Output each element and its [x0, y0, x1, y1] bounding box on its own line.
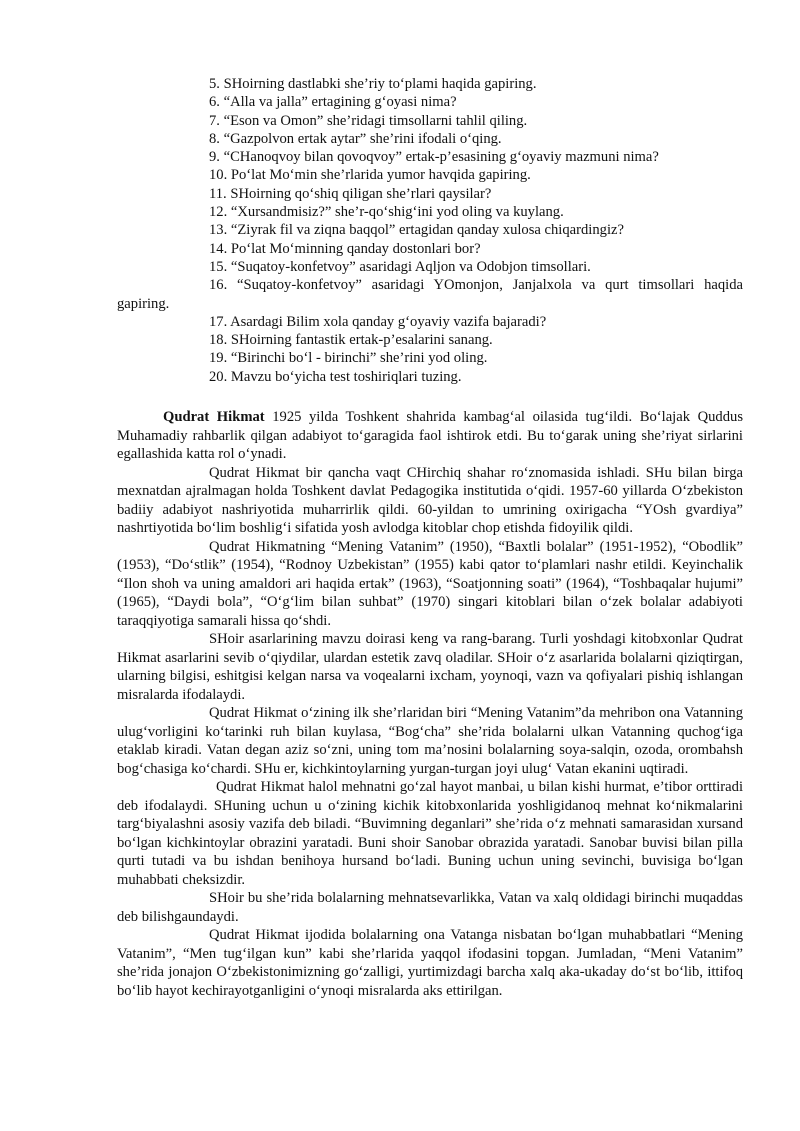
question-item: 14. Po‘lat Mo‘minning qanday dostonlari bor? — [209, 240, 481, 257]
question-item: 9. “CHanoqvoy bilan qovoqvoy” ertak-p’esasining g‘oyaviy mazmuni nima? — [209, 149, 659, 166]
paragraph-text: 1925 yilda Toshkent shahrida kambag‘al oilasida tug‘ildi. Bo‘lajak Quddus Muhamadiy rahbarlik qilgan adabiyot to‘garagida faol ishtirok etdi. Bu to‘garak uning she’riyat sirlarini egallashida katta rol o‘ynadi. — [117, 409, 743, 462]
paragraph: Qudrat Hikmat halol mehnatni go‘zal hayot manbai, u bilan kishi hurmat, e’tibor orttiradi deb ifodalaydi. SHuning uchun u o‘zining kichik kitobxonlarida yoshligidanoq mehnat ko‘nikmalarini targ‘biyalashni asosiy vazifa deb biladi. “Buvimning deganlari” she’rida o‘z mehnati samarasidan xursand bo‘lgan kichkintoylar obrazini yaratadi. Buni shoir Sanobar obrazida yaratadi. Sanobar buvisi bilan pilla qurti tutadi va bu ishdan benihoya hursand bo‘ladi. Buning uchun uning sevinchi, buvisiga bo‘lgan muhabbati cheksizdir. — [117, 779, 743, 888]
question-item: 10. Po‘lat Mo‘min she’rlarida yumor havqida gapiring. — [209, 167, 531, 184]
paragraph: SHoir asarlarining mavzu doirasi keng va rang-barang. Turli yoshdagi kitobxonlar Qudrat Hikmat asarlarini sevib o‘qiydilar, ulardan estetik zavq oladilar. SHoir o‘z asarlarida bolalarni qiziqtirgan, ularning bilgisi, eshitgisi kelgan narsa va voqealarni ixcham, yoynoqi, vazn va qofiyalari pishiq ishlangan misralarda ifodalaydi. — [117, 631, 743, 703]
question-list — [117, 75, 743, 386]
question-item: 12. “Xursandmisiz?” she’r-qo‘shig‘ini yod oling va kuylang. — [209, 204, 564, 221]
paragraph: Qudrat Hikmat ijodida bolalarning ona Vatanga nisbatan bo‘lgan muhabbatlari “Mening Vatanim”, “Men tug‘ilgan kun” kabi she’rlarida yaqqol ifodasini topgan. Jumladan, “Meni Vatanim” she’rida jonajon O‘zbekistonimizning go‘zalligi, yurtimizdagi barcha xalq aka-ukaday do‘st bo‘lib, ittifoq bo‘lib hayot kechirayotganligini o‘ynoqi misralarda aks ettirilgan. — [117, 927, 743, 999]
paragraph: Qudrat Hikmat bir qancha vaqt CHirchiq shahar ro‘znomasida ishladi. SHu bilan birga mexnatdan ajralmagan holda Toshkent davlat Pedagogika institutida o‘qidi. 1957-60 yillarda O‘zbekiston badiiy adabiyot nashriyotida muharrirlik qildi. 60-yildan to umrining oxirigacha “YOsh gvardiya” nashrtiyotida bo‘lim boshlig‘i sifatida yosh avlodga kitoblar chop etishda fidoyilik qildi. — [117, 464, 743, 536]
question-item: 17. Asardagi Bilim xola qanday g‘oyaviy vazifa bajaradi? — [209, 313, 547, 330]
question-item: 20. Mavzu bo‘yicha test toshiriqlari tuzing. — [209, 368, 462, 385]
question-item: 16. “Suqatoy-konfetvoy” asaridagi YOmonjon, Janjalxola va qurt timsollari haqida — [209, 277, 743, 294]
paragraph: SHoir bu she’rida bolalarning mehnatsevarlikka, Vatan va xalq oldidagi birinchi muqaddas deb bilishgaundaydi. — [117, 890, 743, 925]
question-item: 8. “Gazpolvon ertak aytar” she’rini ifodali o‘qing. — [209, 130, 502, 147]
question-item: 7. “Eson va Omon” she’ridagi timsollarni tahlil qiling. — [209, 112, 528, 129]
paragraph-intro — [117, 408, 743, 464]
question-item: 19. “Birinchi bo‘l - birinchi” she’rini yod oling. — [209, 350, 488, 367]
paragraph: Qudrat Hikmatning “Mening Vatanim” (1950), “Baxtli bolalar” (1951-1952), “Obodlik” (1953), “Do‘stlik” (1954), “Rodnoy Uzbekistan” (1955) kabi qator to‘plamlari nashr etildi. Keyinchalik “Ilon shoh va uning amaldori ari haqida ertak” (1963), “Soatjonning soati” (1964), “Toshbaqalar hujumi” (1965), “Daydi bola”, “O‘g‘lim bilan suhbat” (1970) singari kitoblari bilan o‘zek bolalar adabiyoti taraqqiyotiga samarali hissa qo‘shdi. — [117, 538, 743, 629]
question-continuation: gapiring. — [117, 295, 170, 312]
question-item: 15. “Suqatoy-konfetvoy” asaridagi Aqljon va Odobjon timsollari. — [209, 258, 591, 275]
question-item: 5. SHoirning dastlabki she’riy to‘plami haqida gapiring. — [209, 76, 537, 92]
question-item: 18. SHoirning fantastik ertak-p’esalarini sanang. — [209, 332, 493, 349]
question-item: 6. “Alla va jalla” ertagining g‘oyasi nima? — [209, 94, 457, 111]
author-name: Qudrat Hikmat — [163, 409, 265, 425]
paragraph: Qudrat Hikmat o‘zining ilk she’rlaridan biri “Mening Vatanim”da mehribon ona Vatanning ulug‘vorligini ko‘tarinki ruh bilan kuylasa, “Bog‘cha” she’rida bolalarni ulkan Vatanning quchog‘iga etaklab kiradi. Vatan degan aziz so‘zni, uning tom ma’nosini bolalarning soya-salqin, ozoda, orombahsh bog‘chasiga ko‘chardi. SHu er, kichkintoylarning yurgan-turgan joyi ulug‘ Vatan ekanini uqtiradi. — [117, 705, 743, 777]
question-item: 11. SHoirning qo‘shiq qiligan she’rlari qaysilar? — [209, 185, 492, 202]
body-text — [117, 408, 743, 1000]
question-item: 13. “Ziyrak fil va ziqna baqqol” ertagidan qanday xulosa chiqardingiz? — [209, 222, 624, 239]
